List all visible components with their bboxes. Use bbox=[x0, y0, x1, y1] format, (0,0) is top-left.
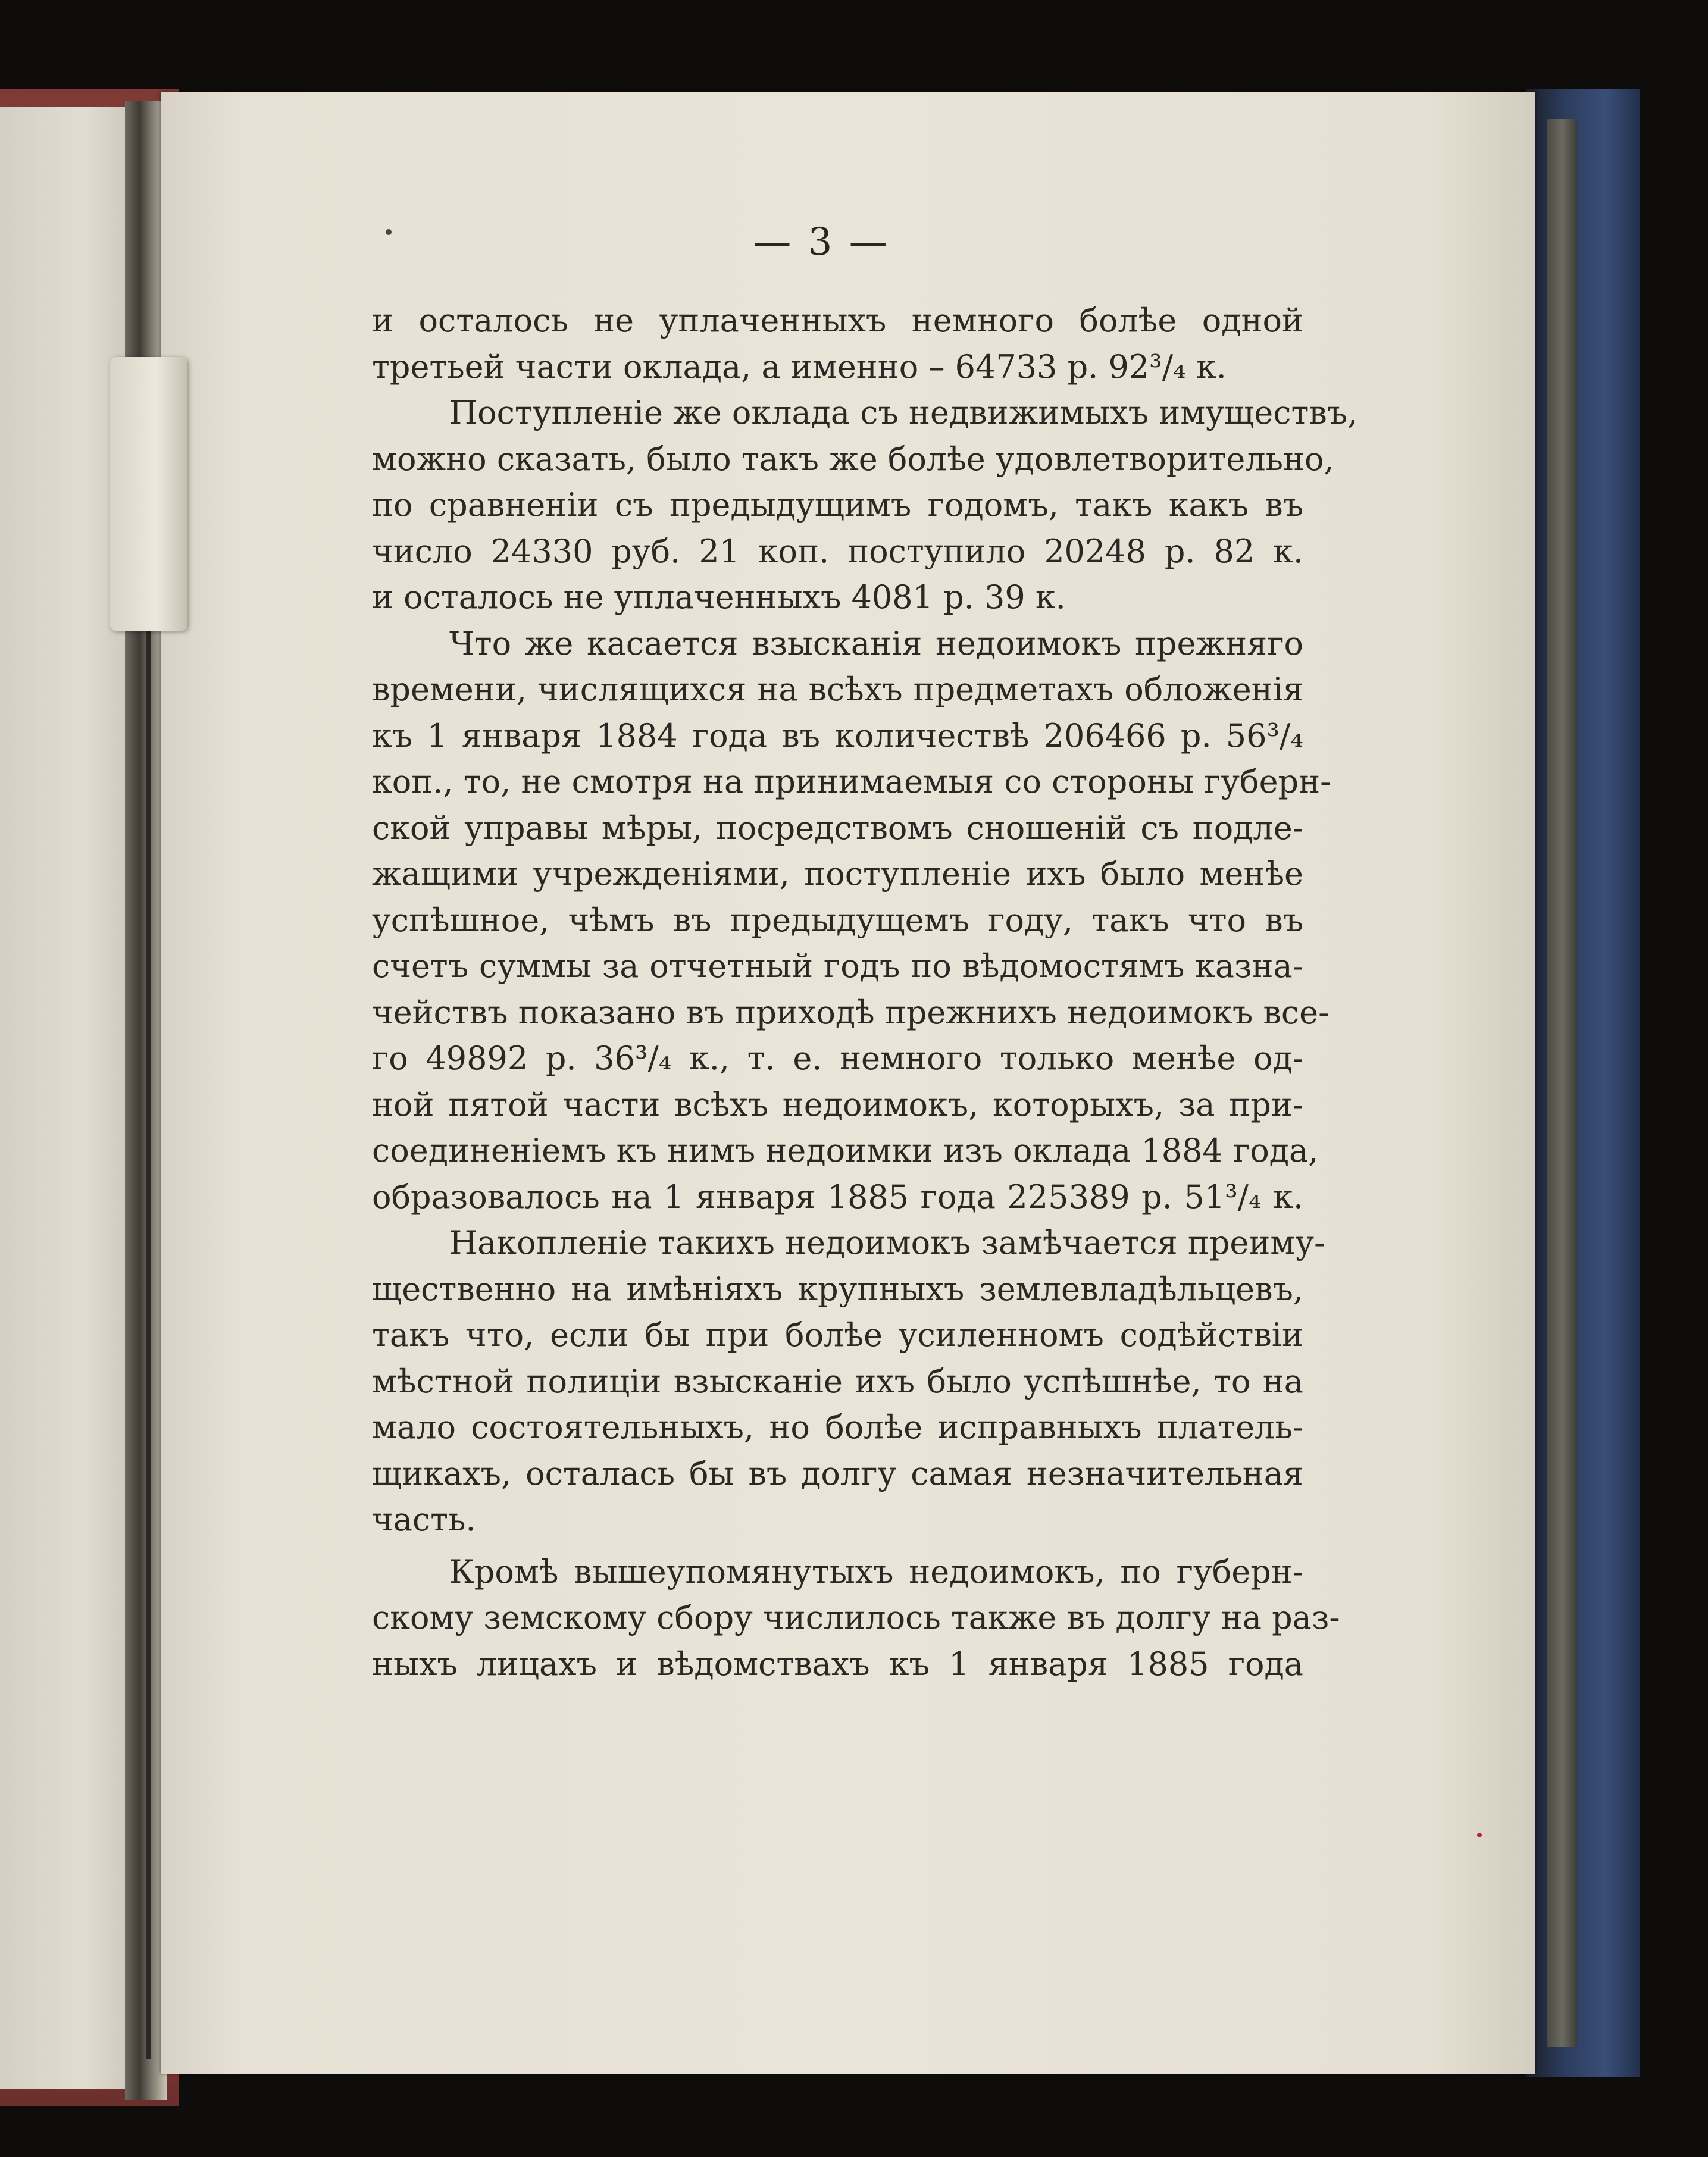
red-speck bbox=[1477, 1833, 1482, 1837]
text-line: скому земскому сбору числилось также въ долгу на раз- bbox=[372, 1599, 1340, 1636]
text-line: счетъ суммы за отчетный годъ по вѣдомостямъ казна- bbox=[372, 947, 1303, 985]
text-line: чействъ показано въ приходѣ прежнихъ недоимокъ все- bbox=[372, 993, 1330, 1031]
text-line: третьей части оклада, а именно – 64733 р. 92³/₄ к. bbox=[372, 348, 1227, 386]
text-line: и осталось не уплаченныхъ 4081 р. 39 к. bbox=[372, 578, 1066, 616]
text-line: часть. bbox=[372, 1501, 476, 1538]
text-line: жащими учрежденіями, поступленіе ихъ было менѣе bbox=[372, 855, 1303, 893]
text-line: ныхъ лицахъ и вѣдомствахъ къ 1 января 1885 года bbox=[372, 1645, 1303, 1683]
text-line: щественно на имѣніяхъ крупныхъ землевладѣльцевъ, bbox=[372, 1270, 1303, 1308]
text-line: мѣстной полиціи взысканіе ихъ было успѣшнѣе, то на bbox=[372, 1362, 1303, 1400]
text-line: Что же касается взысканія недоимокъ прежняго bbox=[449, 624, 1303, 662]
text-line: и осталось не уплаченныхъ немного болѣе одной bbox=[372, 302, 1303, 339]
text-line: можно сказать, было такъ же болѣе удовлетворительно, bbox=[372, 440, 1334, 478]
page-tab bbox=[110, 357, 187, 631]
text-line: Накопленіе такихъ недоимокъ замѣчается преиму- bbox=[449, 1224, 1325, 1261]
text-line: щикахъ, осталась бы въ долгу самая незначительная bbox=[372, 1454, 1303, 1492]
text-line: Кромѣ вышеупомянутыхъ недоимокъ, по губерн- bbox=[449, 1552, 1303, 1591]
ink-speck bbox=[386, 229, 392, 235]
text-line: число 24330 руб. 21 коп. поступило 20248 р. 82 к. bbox=[372, 532, 1303, 570]
text-line: времени, числящихся на всѣхъ предметахъ обложенія bbox=[372, 671, 1303, 708]
page-block-edge bbox=[1547, 119, 1577, 2047]
text-line: го 49892 р. 36³/₄ к., т. е. немного только менѣе од- bbox=[372, 1040, 1303, 1077]
text-line: такъ что, если бы при болѣе усиленномъ содѣйствіи bbox=[372, 1316, 1303, 1354]
page-number: — 3 — bbox=[753, 220, 890, 264]
text-line: коп., то, не смотря на принимаемыя со стороны губерн- bbox=[372, 763, 1331, 800]
text-line: къ 1 января 1884 года въ количествѣ 206466 р. 56³/₄ bbox=[372, 716, 1303, 755]
text-line: ной пятой части всѣхъ недоимокъ, которыхъ, за при- bbox=[372, 1085, 1303, 1123]
text-line: мало состоятельныхъ, но болѣе исправныхъ платель- bbox=[372, 1408, 1303, 1446]
book-cover-right bbox=[1526, 89, 1640, 2077]
text-line: успѣшное, чѣмъ въ предыдущемъ году, такъ что въ bbox=[372, 901, 1303, 939]
page-text bbox=[372, 298, 1358, 1687]
text-line: соединеніемъ къ нимъ недоимки изъ оклада 1884 года, bbox=[372, 1132, 1319, 1169]
text-line: Поступленіе же оклада съ недвижимыхъ имуществъ, bbox=[449, 394, 1358, 431]
text-line: образовалось на 1 января 1885 года 225389 р. 51³/₄ к. bbox=[372, 1178, 1303, 1216]
text-line: по сравненіи съ предыдущимъ годомъ, такъ какъ въ bbox=[372, 486, 1303, 524]
binding-thread bbox=[146, 631, 151, 2059]
text-line: ской управы мѣры, посредствомъ сношеній съ подле- bbox=[372, 809, 1303, 847]
